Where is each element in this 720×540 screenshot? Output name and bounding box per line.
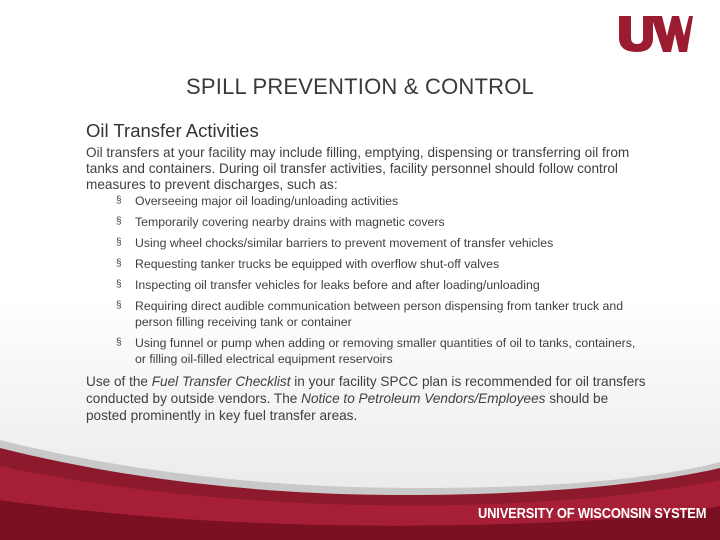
notice-title: Notice to Petroleum Vendors/Employees: [301, 391, 546, 406]
bullet-marker: §: [116, 216, 122, 227]
footer-university-name: UNIVERSITY OF WISCONSIN SYSTEM: [478, 505, 707, 522]
list-item-text: Requesting tanker trucks be equipped with overflow shut-off valves: [135, 257, 500, 271]
checklist-title: Fuel Transfer Checklist: [151, 374, 291, 389]
list-item-text: Overseeing major oil loading/unloading activities: [135, 194, 399, 208]
intro-paragraph: Oil transfers at your facility may include filling, emptying, dispensing or transferring oil from tanks and containers. During oil transfer activities, facility personnel should follow control measures to prevent discharges, such as:: [86, 145, 630, 192]
list-item-text: Temporarily covering nearby drains with magnetic covers: [135, 215, 445, 229]
bullet-marker: §: [116, 195, 122, 206]
list-item-text: Requiring direct audible communication between person dispensing from tanker truck and person filling receiving tank or container: [135, 299, 624, 329]
bullet-marker: §: [116, 237, 122, 248]
list-item-text: Using wheel chocks/similar barriers to prevent movement of transfer vehicles: [135, 236, 554, 250]
bullet-marker: §: [116, 337, 122, 348]
bullet-marker: §: [116, 258, 122, 269]
bullet-marker: §: [116, 279, 122, 290]
bullet-marker: §: [116, 300, 122, 311]
closing-text-2: in your facility SPCC plan is recommended for oil transfers conducted by outside vendors. The: [86, 374, 646, 406]
list-item-text: Inspecting oil transfer vehicles for leaks before and after loading/unloading: [135, 278, 540, 292]
list-item-text: Using funnel or pump when adding or removing smaller quantities of oil to tanks, containers, or filling oil-filled electrical equipment reservoirs: [135, 336, 636, 366]
closing-text-1: Use of the: [86, 374, 152, 389]
page-title: SPILL PREVENTION & CONTROL: [186, 74, 534, 99]
closing-text-3: should be posted prominently in key fuel transfer areas.: [86, 391, 609, 423]
section-subtitle: Oil Transfer Activities: [86, 120, 259, 141]
